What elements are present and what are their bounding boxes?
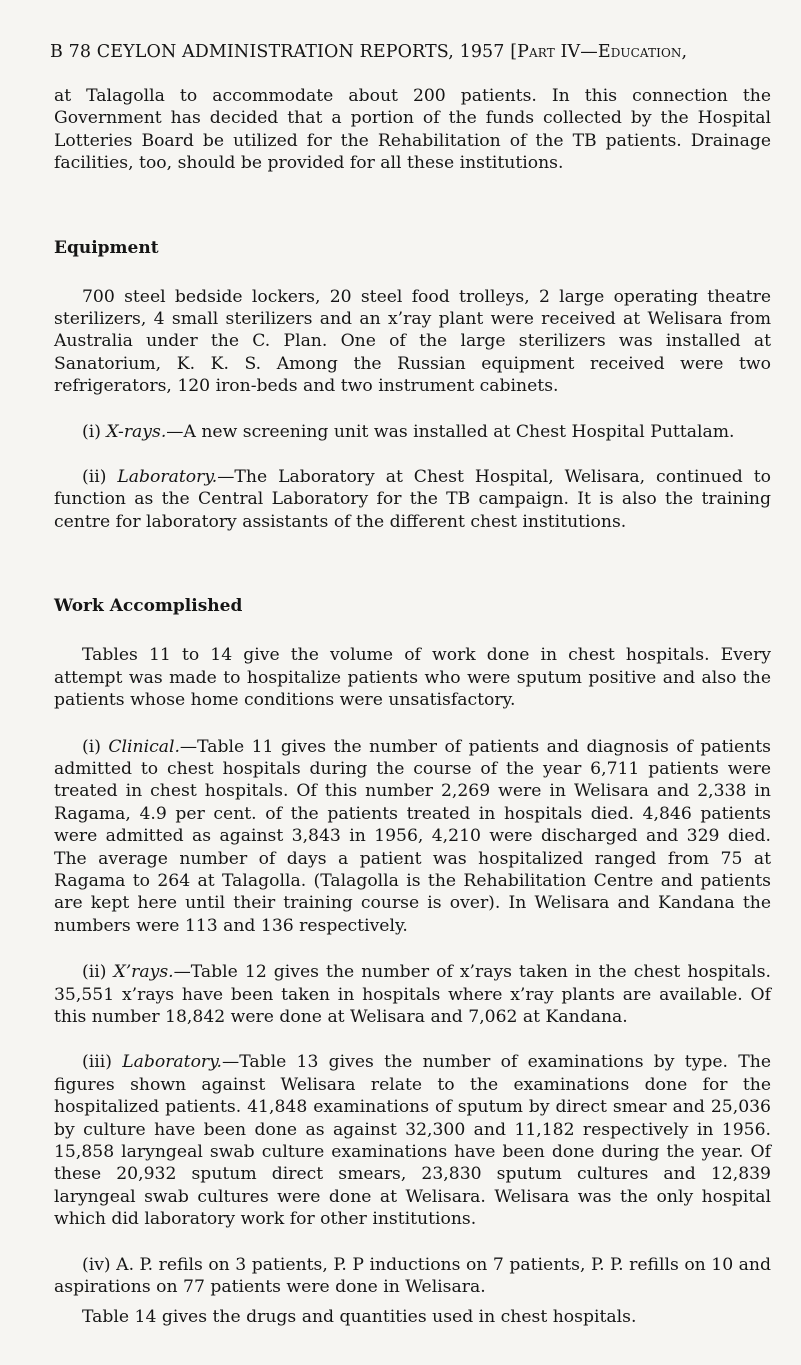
item-text: —Table 13 gives the number of examinations by type. The figures shown against Welisara relate to the examinations done for the hospitalized patients. 41,848 examinations of sputum by direct smear and 25,036 by culture have been done as against 32,300 and 11,182 respectively in 1956. 15,858 laryngeal swab culture examinations have been done during the year. Of these 20,932 sputum direct smears, 23,830 sputum cultures and 12,839 laryngeal swab cultures were done at Welisara. Welisara was the only hospital which did laboratory work for other institutions. xyxy=(54,1052,771,1230)
intro-paragraph: at Talagolla to accommodate about 200 patients. In this connection the Government has decided that a portion of the funds collected by the Hospital Lotteries Board be utilized for the Rehabilitation of the TB patients. Drainage facilities, too, should be provided for all these institutions. xyxy=(54,86,771,174)
item-text: —Table 11 gives the number of patients and diagnosis of patients admitted to chest hospitals during the course of the year 6,711 patients were treated in chest hospitals. Of this number 2,269 were in Welisara and 2,338 in Ragama, 4.9 per cent. of the patients treated in hospitals died. 4,846 patients were admitted as against 3,843 in 1956, 4,210 were discharged and 329 died. The average number of days a patient was hospitalized ranged from 75 at Ragama to 264 at Talagolla. (Talagolla is the Rehabilitation Centre and patients are kept here until their training course is over). In Welisara and Kandana the numbers were 113 and 136 respectively. xyxy=(54,736,771,936)
work-paragraph: Tables 11 to 14 give the volume of work done in chest hospitals. Every attempt was made to hospitalize patients who were sputum positive and also the patients whose home conditions were unsatisfactory. xyxy=(54,645,771,711)
running-header xyxy=(50,40,771,64)
work-item-procedures xyxy=(54,1254,771,1299)
item-text: —A new screening unit was installed at Chest Hospital Puttalam. xyxy=(166,421,735,442)
item-label: X’rays. xyxy=(113,962,174,983)
equipment-paragraph: 700 steel bedside lockers, 20 steel food trolleys, 2 large operating theatre sterilizers, 4 small sterilizers and an x’ray plant were received at Welisara from Australia under the C. Plan. One of the large sterilizers was installed at Sanatorium, K. K. S. Among the Russian equipment received were two refrigerators, 120 iron-beds and two instrument cabinets. xyxy=(54,286,771,397)
item-prefix: (iii) xyxy=(82,1052,112,1073)
item-label: X-rays. xyxy=(106,421,167,442)
item-label: Laboratory. xyxy=(122,1052,223,1073)
closing-sentence: Table 14 gives the drugs and quantities used in chest hospitals. xyxy=(82,1307,637,1328)
item-prefix: (ii) xyxy=(82,962,107,983)
item-prefix: (i) xyxy=(82,736,101,757)
item-prefix: (i) xyxy=(82,421,101,442)
equipment-heading: Equipment xyxy=(54,237,159,258)
item-text: —Table 12 gives the number of x’rays taken in the chest hospitals. 35,551 x’rays have been taken in hospitals where x’ray plants are available. Of this number 18,842 were done at Welisara and 7,062 at Kandana. xyxy=(54,962,771,1027)
work-item-clinical xyxy=(54,736,771,938)
equipment-item-xrays xyxy=(54,421,771,443)
item-text: A. P. refils on 3 patients, P. P inductions on 7 patients, P. P. refills on 10 and aspirations on 77 patients were done in Welisara. xyxy=(54,1254,771,1298)
equipment-item-laboratory xyxy=(54,466,771,533)
work-heading: Work Accomplished xyxy=(54,596,243,617)
item-text: —The Laboratory at Chest Hospital, Welisara, continued to function as the Central Laboratory for the TB campaign. It is also the training centre for laboratory assistants of the different chest institutions. xyxy=(54,467,771,532)
work-item-xrays xyxy=(54,961,771,1028)
page-ref: B 78 xyxy=(50,42,92,62)
item-prefix: (iv) xyxy=(82,1254,111,1275)
part-label: [Part IV—Education, xyxy=(510,42,688,62)
item-label: Clinical. xyxy=(108,736,180,757)
item-prefix: (ii) xyxy=(82,467,107,488)
work-item-laboratory xyxy=(54,1051,771,1230)
item-label: Laboratory. xyxy=(117,467,218,488)
report-title: CEYLON ADMINISTRATION REPORTS, 1957 xyxy=(96,42,505,62)
